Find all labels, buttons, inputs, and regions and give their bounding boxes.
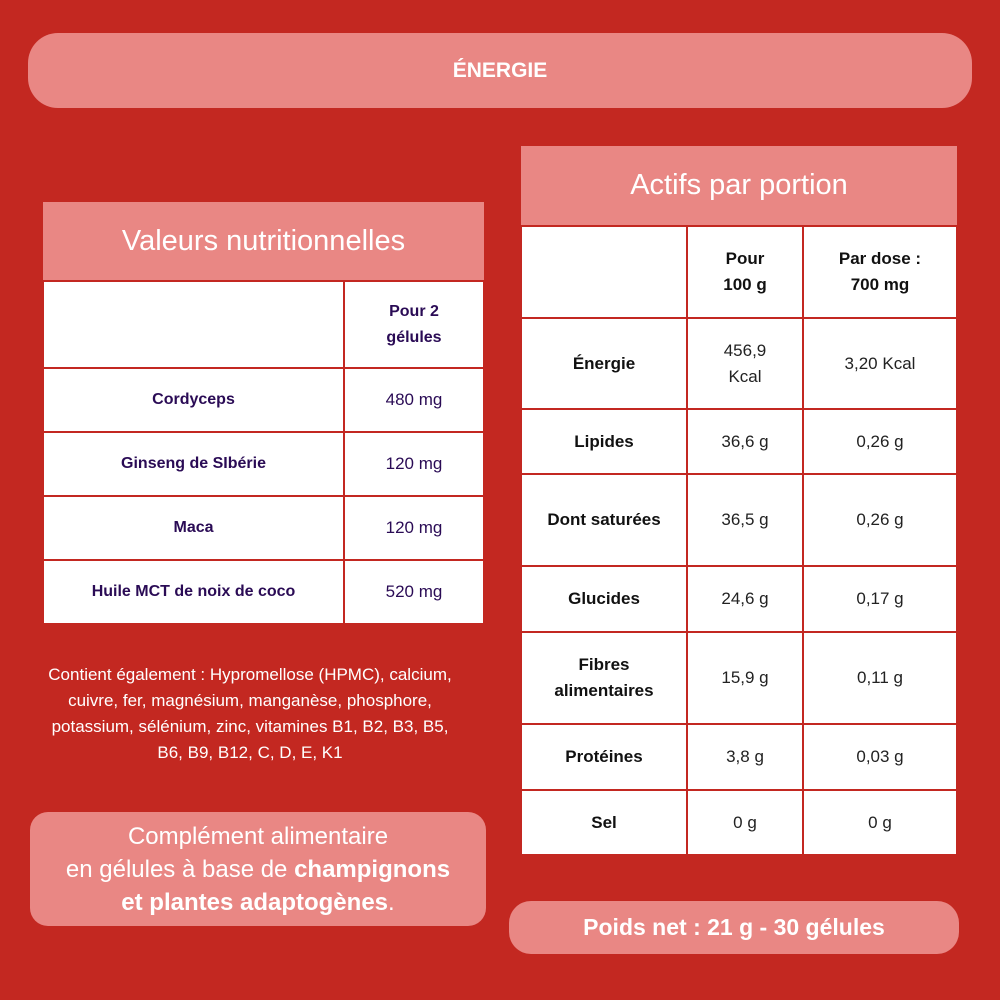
- table-row: [521, 632, 957, 724]
- row-dose: 0,11 g: [803, 632, 957, 724]
- left-table-title: Valeurs nutritionnelles: [43, 202, 484, 280]
- header-empty: [521, 226, 687, 318]
- row-per100: 3,8 g: [687, 724, 803, 790]
- table-row: [521, 474, 957, 566]
- title-banner: ÉNERGIE: [28, 33, 972, 108]
- header-cell: Par dose : 700 mg: [803, 226, 957, 318]
- ingredients-note: Contient également : Hypromellose (HPMC), calcium, cuivre, fer, magnésium, manganèse, phosphore, potassium, sélénium, zinc, vitamines B1, B2, B3, B5, B6, B9, B12, C, D, E, K1: [48, 665, 452, 762]
- actives-table: [520, 225, 958, 856]
- table-row: [43, 368, 484, 432]
- supplement-description: [30, 812, 486, 926]
- desc-line2: en gélules à base de: [65, 855, 295, 883]
- row-dose: 3,20 Kcal: [803, 318, 957, 409]
- table-row: [521, 409, 957, 474]
- row-label: Fibres alimentaires: [521, 632, 687, 724]
- row-dose: 0,26 g: [803, 409, 957, 474]
- header-cell: Pour 2 gélules: [344, 281, 484, 368]
- row-per100: 0 g: [687, 790, 803, 855]
- desc-bold1: champignons: [294, 855, 451, 883]
- row-per100: 24,6 g: [687, 566, 803, 632]
- table-row: [521, 318, 957, 409]
- row-label: Cordyceps: [43, 368, 344, 432]
- desc-end: .: [388, 888, 395, 916]
- right-table-title: Actifs par portion: [521, 146, 957, 225]
- row-dose: 0 g: [803, 790, 957, 855]
- row-value: 120 mg: [344, 432, 484, 496]
- net-weight-badge: Poids net : 21 g - 30 gélules: [509, 901, 959, 954]
- row-label: Ginseng de SIbérie: [43, 432, 344, 496]
- row-label: Protéines: [521, 724, 687, 790]
- row-per100: 36,5 g: [687, 474, 803, 566]
- row-value: 480 mg: [344, 368, 484, 432]
- row-label: Glucides: [521, 566, 687, 632]
- desc-bold2: et plantes adaptogènes: [121, 888, 389, 916]
- table-row: [521, 790, 957, 855]
- row-per100: 456,9 Kcal: [687, 318, 803, 409]
- row-value: 120 mg: [344, 496, 484, 560]
- header-empty: [43, 281, 344, 368]
- row-label: Dont saturées: [521, 474, 687, 566]
- table-row: [43, 560, 484, 624]
- row-per100: 36,6 g: [687, 409, 803, 474]
- row-dose: 0,26 g: [803, 474, 957, 566]
- table-row: [521, 724, 957, 790]
- table-row: [521, 566, 957, 632]
- nutrition-table: [42, 280, 485, 625]
- row-dose: 0,17 g: [803, 566, 957, 632]
- table-row: [43, 496, 484, 560]
- desc-line1: Complément alimentaire: [127, 822, 389, 850]
- row-label: Énergie: [521, 318, 687, 409]
- row-label: Huile MCT de noix de coco: [43, 560, 344, 624]
- row-label: Lipides: [521, 409, 687, 474]
- table-row: [43, 432, 484, 496]
- row-dose: 0,03 g: [803, 724, 957, 790]
- row-per100: 15,9 g: [687, 632, 803, 724]
- row-label: Sel: [521, 790, 687, 855]
- header-cell: Pour 100 g: [687, 226, 803, 318]
- row-value: 520 mg: [344, 560, 484, 624]
- row-label: Maca: [43, 496, 344, 560]
